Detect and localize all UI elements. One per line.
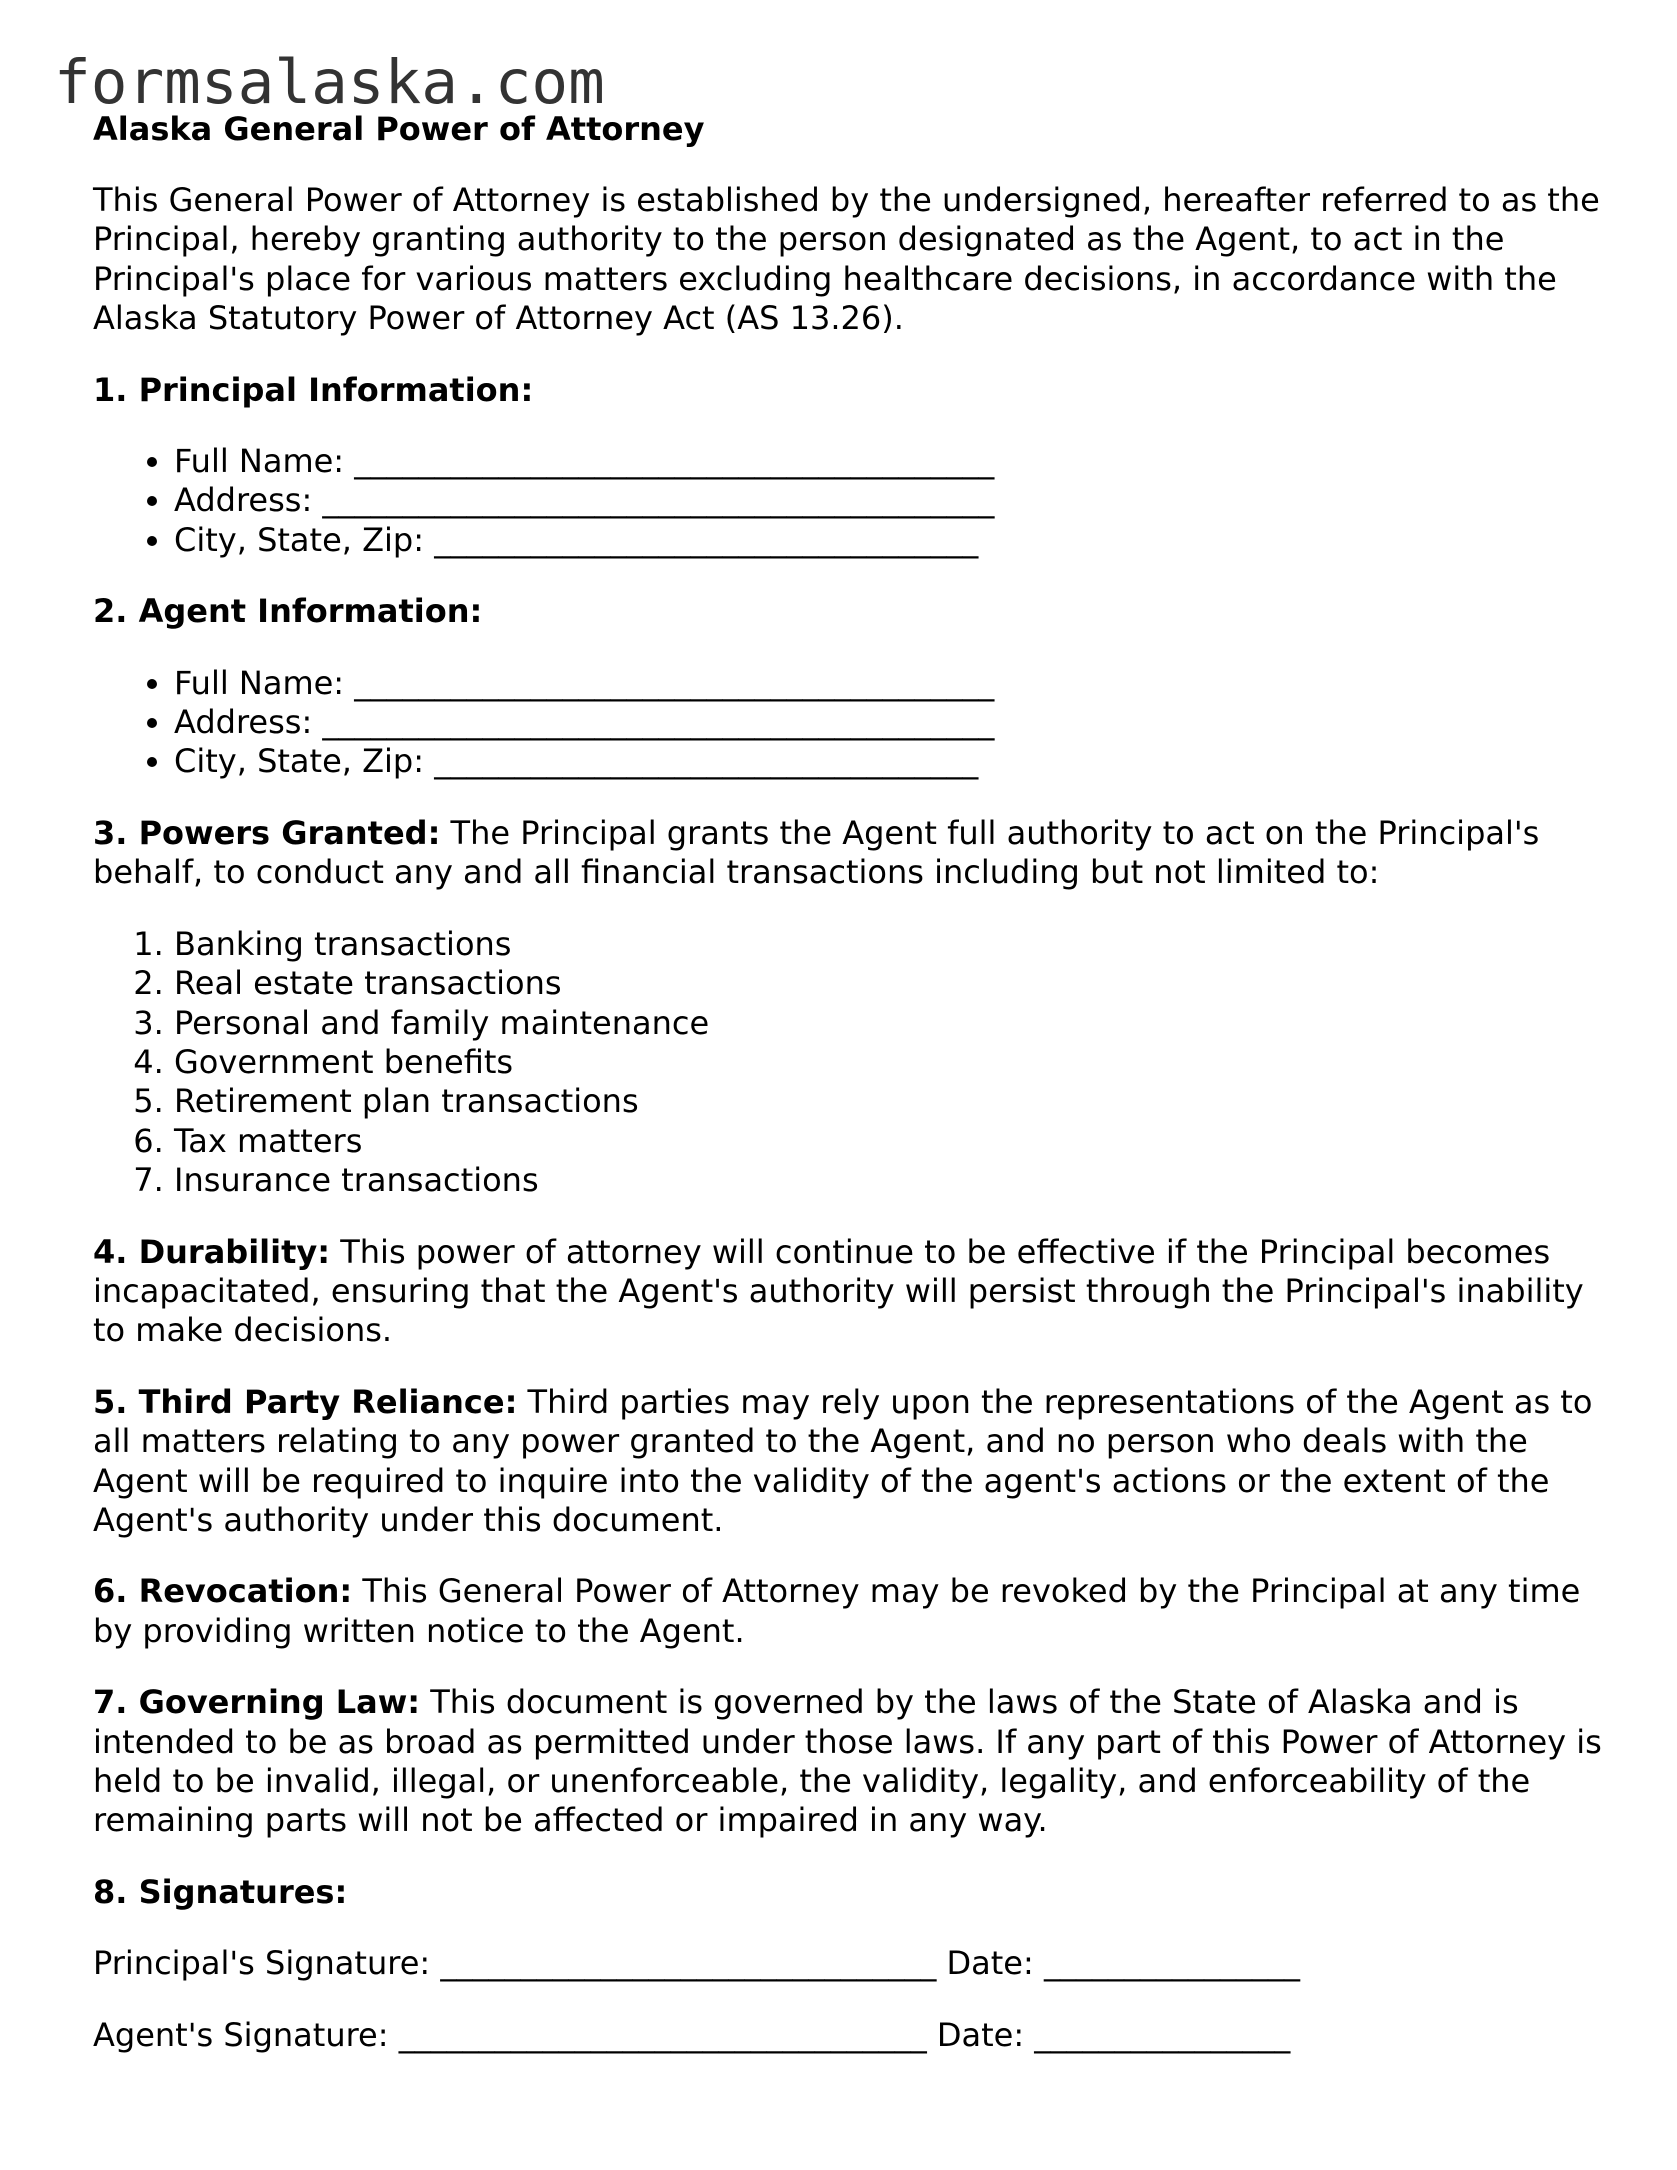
principal-city-state-zip-field: [174, 521, 1613, 560]
list-item: 1. Banking transactions: [174, 925, 1613, 964]
list-item: 2. Real estate transactions: [174, 964, 1613, 1003]
field-label: Address:: [174, 481, 313, 520]
field-label: Address:: [174, 703, 313, 742]
date-blank[interactable]: ________________: [1043, 1944, 1300, 1983]
intro-paragraph: This General Power of Attorney is established by the undersigned, hereafter referred to as the Principal, hereby granting authority to the person designated as the Agent, to act in the Principal's place for various matters excluding healthcare decisions, in accordance with the Alaska Statutory Power of Attorney Act (AS 13.26).: [93, 181, 1600, 338]
principal-signature-blank[interactable]: _______________________________: [440, 1944, 937, 1983]
principal-fields: [93, 442, 1613, 560]
date-blank[interactable]: ________________: [1034, 2015, 1291, 2054]
reliance-heading: 5. Third Party Reliance:: [93, 1382, 518, 1421]
durability-text: This power of attorney will continue to be effective if the Principal becomes incapacitated, ensuring that the Agent's authority will persist through the Principal's inability to make decisions.: [93, 1232, 1584, 1350]
agent-address-field: [174, 703, 1613, 742]
watermark-logo: formsalaska.com: [54, 47, 605, 118]
principal-full-name-field: [174, 442, 1613, 481]
governing-law-heading: 7. Governing Law:: [93, 1683, 421, 1722]
document-body: [93, 110, 1613, 2087]
list-item: 4. Government benefits: [174, 1043, 1613, 1082]
revocation-paragraph: [93, 1572, 1613, 1651]
address-blank[interactable]: __________________________________________: [322, 703, 995, 742]
reliance-paragraph: [93, 1383, 1613, 1541]
powers-paragraph: [93, 814, 1613, 893]
signatures-heading: 8. Signatures:: [93, 1872, 348, 1911]
powers-text: The Principal grants the Agent full authority to act on the Principal's behalf, to conduct any and all financial transactions including but not limited to:: [93, 813, 1540, 892]
list-item: 5. Retirement plan transactions: [174, 1082, 1613, 1121]
principal-signature-line: [93, 1944, 1613, 1983]
full-name-blank[interactable]: ________________________________________: [354, 663, 995, 702]
governing-law-text: This document is governed by the laws of the State of Alaska and is intended to be as broad as permitted under those laws. If any part of this Power of Attorney is held to be invalid, illegal, or unenforceable, the validity, legality, and enforceability of the remaining parts will not be affected or impaired in any way.: [93, 1683, 1602, 1840]
field-label: Full Name:: [174, 663, 345, 702]
durability-heading: 4. Durability:: [93, 1232, 331, 1271]
agent-heading: 2. Agent Information:: [93, 592, 483, 631]
durability-paragraph: [93, 1233, 1613, 1351]
governing-law-paragraph: [93, 1683, 1613, 1841]
agent-full-name-field: [174, 664, 1613, 703]
agent-signature-label: Agent's Signature:: [93, 2015, 389, 2054]
date-label: Date:: [946, 1944, 1034, 1983]
city-state-zip-blank[interactable]: __________________________________: [434, 742, 979, 781]
field-label: City, State, Zip:: [174, 520, 425, 559]
powers-list: [93, 925, 1613, 1201]
reliance-text: Third parties may rely upon the representations of the Agent as to all matters relating to any power granted to the Agent, and no person who deals with the Agent will be required to inquire into the validity of the agent's actions or the extent of the Agent's authority under this document.: [93, 1382, 1593, 1539]
date-label: Date:: [936, 2015, 1025, 2054]
agent-fields: [93, 664, 1613, 782]
city-state-zip-blank[interactable]: __________________________________: [434, 520, 979, 559]
list-item: 6. Tax matters: [174, 1122, 1613, 1161]
powers-heading: 3. Powers Granted:: [93, 813, 441, 852]
principal-address-field: [174, 481, 1613, 520]
field-label: City, State, Zip:: [174, 742, 425, 781]
address-blank[interactable]: __________________________________________: [322, 481, 995, 520]
principal-signature-label: Principal's Signature:: [93, 1944, 431, 1983]
list-item: 7. Insurance transactions: [174, 1161, 1613, 1200]
revocation-text: This General Power of Attorney may be revoked by the Principal at any time by providing written notice to the Agent.: [93, 1572, 1581, 1650]
revocation-heading: 6. Revocation:: [93, 1572, 353, 1611]
principal-heading: 1. Principal Information:: [93, 370, 534, 409]
agent-city-state-zip-field: [174, 742, 1613, 781]
agent-signature-line: [93, 2016, 1613, 2055]
full-name-blank[interactable]: ________________________________________: [354, 442, 995, 481]
agent-signature-blank[interactable]: _________________________________: [398, 2015, 927, 2054]
list-item: 3. Personal and family maintenance: [174, 1004, 1613, 1043]
field-label: Full Name:: [174, 442, 345, 481]
document-title: Alaska General Power of Attorney: [93, 110, 705, 148]
